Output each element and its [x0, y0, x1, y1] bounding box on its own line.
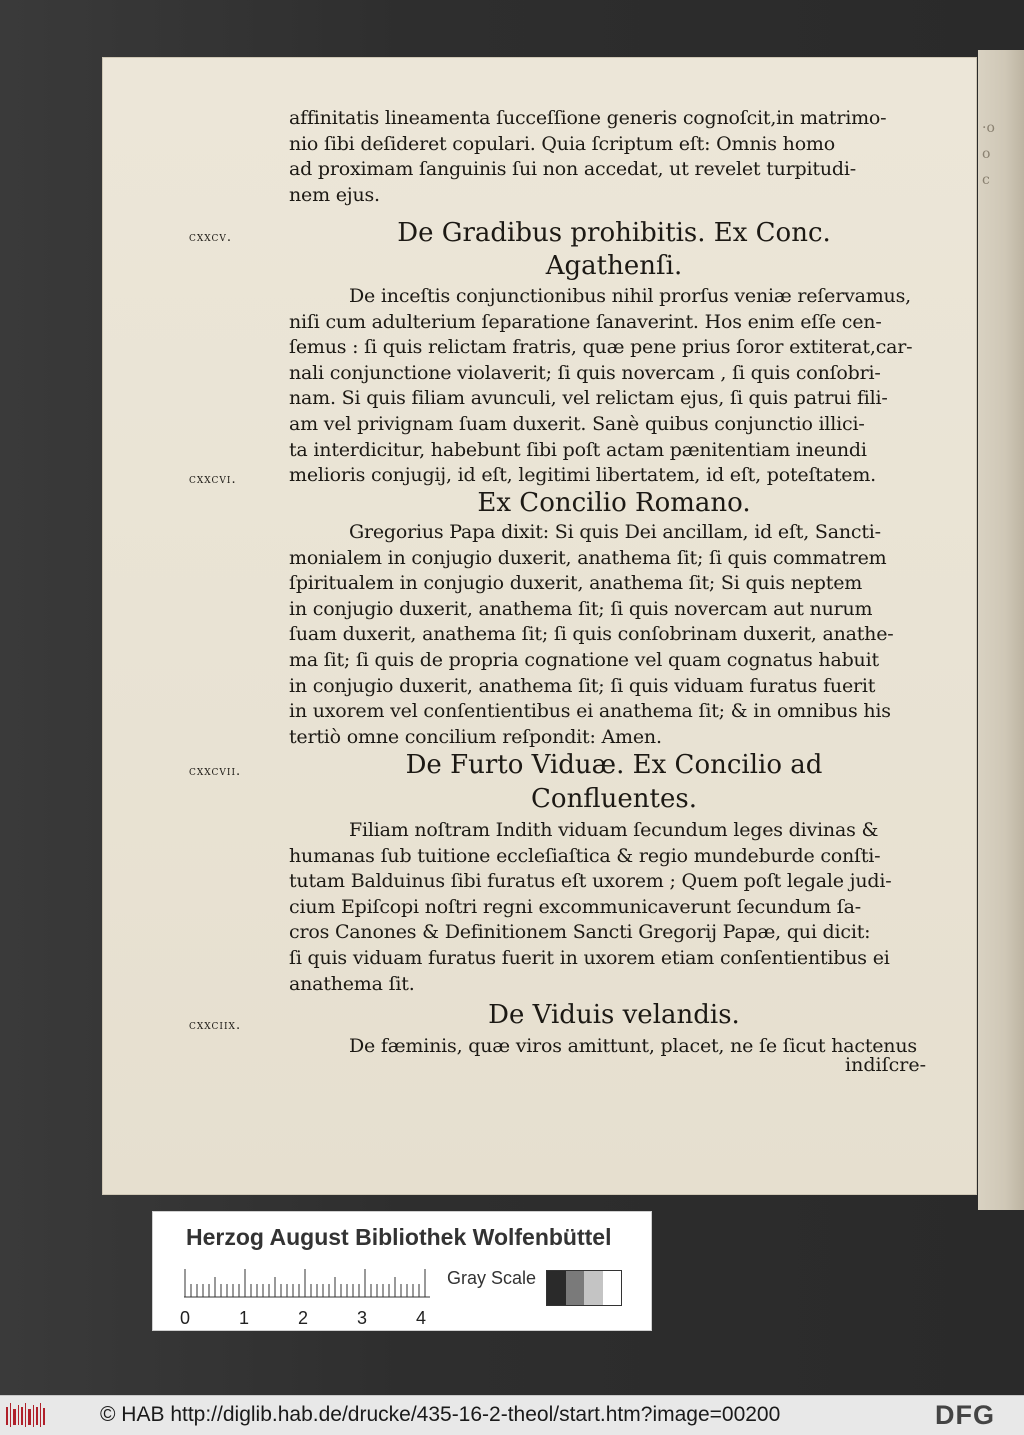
paragraph-3 [289, 520, 939, 750]
text-line: ma ſit; ſi quis de propria cognatione vel quam cognatus habuit [289, 648, 879, 671]
barcode-icon [6, 1403, 46, 1427]
ruler-number: 3 [357, 1308, 368, 1328]
text-line: ſuam duxerit, anathema ſit; ſi quis conſobrinam duxerit, anathe- [289, 623, 894, 646]
text-line: in conjugio duxerit, anathema ſit; ſi quis novercam aut nurum [289, 597, 873, 620]
catchword: indiſcre- [845, 1054, 926, 1076]
ruler-number: 4 [416, 1308, 427, 1328]
text-line: tertiò omne concilium reſpondit: Amen. [289, 725, 662, 748]
text-line: ſi quis viduam furatus fuerit in uxorem etiam conſentientibus ei [289, 946, 890, 969]
gray-scale-label: Gray Scale [447, 1268, 537, 1288]
text-line: nem ejus. [289, 183, 380, 206]
text-line: De inceſtis conjunctionibus nihil prorſus veniæ reſervamus, [349, 285, 911, 307]
section-heading: De Furto Viduæ. Ex Concilio ad [405, 750, 823, 780]
source-link[interactable]: © HAB http://diglib.hab.de/drucke/435-16-2-theol/start.htm?image=00200 [100, 1403, 781, 1426]
ruler-numbers [180, 1308, 440, 1328]
text-line: melioris conjugij, id eſt, legitimi libertatem, id eſt, poteſtatem. [289, 464, 876, 487]
paragraph-4 [289, 818, 939, 997]
text-line: Gregorius Papa dixit: Si quis Dei ancillam, id eſt, Sancti- [349, 521, 881, 543]
margin-number: cxxcvii. [189, 764, 242, 779]
library-color-chart [152, 1211, 652, 1331]
text-line: nali conjunctione violaverit; ſi quis novercam , ſi quis conſobri- [289, 361, 881, 384]
section-heading-continued: Confluentes. [531, 784, 697, 814]
gray-swatch-cell [584, 1271, 603, 1305]
margin-number: cxxciix. [189, 1018, 242, 1033]
gray-scale-swatch [546, 1270, 622, 1306]
text-line: nio ſibi deſideret copulari. Quia ſcriptum eſt: Omnis homo [289, 132, 835, 155]
adjacent-page-edge [978, 50, 1024, 1210]
paragraph-5 [289, 1034, 939, 1060]
library-name: Herzog August Bibliothek Wolfenbüttel [186, 1224, 612, 1250]
text-line: ad proximam ſanguinis ſui non accedat, ut revelet turpitudi- [289, 158, 856, 181]
ghost-text: ·o [982, 120, 995, 136]
section-heading: Ex Concilio Romano. [477, 488, 751, 518]
section-heading-continued: Agathenſi. [545, 251, 683, 281]
text-line: niſi cum adulterium ſeparatione ſanaverint. Hos enim eſſe cen- [289, 310, 882, 333]
text-line: Filiam noſtram Indith viduam ſecundum leges divinas & [349, 819, 879, 841]
text-line: in conjugio duxerit, anathema ſit; ſi quis viduam furatus fuerit [289, 674, 876, 697]
text-line: anathema ſit. [289, 972, 415, 995]
ghost-text: c [982, 172, 990, 188]
book-page [103, 58, 976, 1194]
gray-swatch-cell [603, 1271, 622, 1305]
ruler-number: 0 [180, 1308, 191, 1328]
text-line: tutam Balduinus ſibi furatus eſt uxorem ; Quem poſt legale judi- [289, 870, 892, 893]
scale-ruler [184, 1268, 430, 1298]
text-line: affinitatis lineamenta ſucceſſione generis cognoſcit,in matrimo- [289, 107, 887, 129]
text-line: humanas ſub tuitione eccleſiaſtica & regio mundeburde conſti- [289, 844, 881, 867]
dfg-logo: DFG [935, 1400, 995, 1430]
section-heading: De Viduis velandis. [488, 1000, 740, 1030]
gray-swatch-cell [547, 1271, 566, 1305]
text-line: in uxorem vel conſentientibus ei anathema ſit; & in omnibus his [289, 700, 891, 723]
section-heading: De Gradibus prohibitis. Ex Conc. [397, 218, 831, 248]
paragraph-1 [289, 106, 939, 208]
viewer-footer-bar [0, 1395, 1024, 1435]
text-line: cros Canones & Definitionem Sancti Gregorij Papæ, qui dicit: [289, 921, 871, 944]
text-line: am vel privignam ſuam duxerit. Sanè quibus conjunctio illici- [289, 412, 865, 435]
text-line: cium Epiſcopi noſtri regni excommunicaverunt ſecundum ſa- [289, 895, 861, 918]
ruler-number: 1 [239, 1308, 250, 1328]
margin-number: cxxcvi. [189, 472, 237, 487]
text-line: ta interdicitur, habebunt ſibi poſt actam pænitentiam ineundi [289, 438, 867, 461]
margin-number: cxxcv. [189, 230, 233, 245]
text-line: De fæminis, quæ viros amittunt, placet, ne ſe ſicut hactenus [349, 1035, 917, 1057]
text-line: monialem in conjugio duxerit, anathema ſit; ſi quis commatrem [289, 546, 887, 569]
ghost-text: o [982, 146, 991, 162]
gray-swatch-cell [566, 1271, 585, 1305]
text-line: ſemus : ſi quis relictam fratris, quæ pene prius ſoror extiterat,car- [289, 336, 913, 359]
ruler-number: 2 [298, 1308, 309, 1328]
paragraph-2 [289, 284, 939, 489]
text-line: ſpiritualem in conjugio duxerit, anathema ſit; Si quis neptem [289, 572, 863, 595]
text-line: nam. Si quis filiam avunculi, vel relictam ejus, ſi quis patrui fili- [289, 387, 888, 410]
